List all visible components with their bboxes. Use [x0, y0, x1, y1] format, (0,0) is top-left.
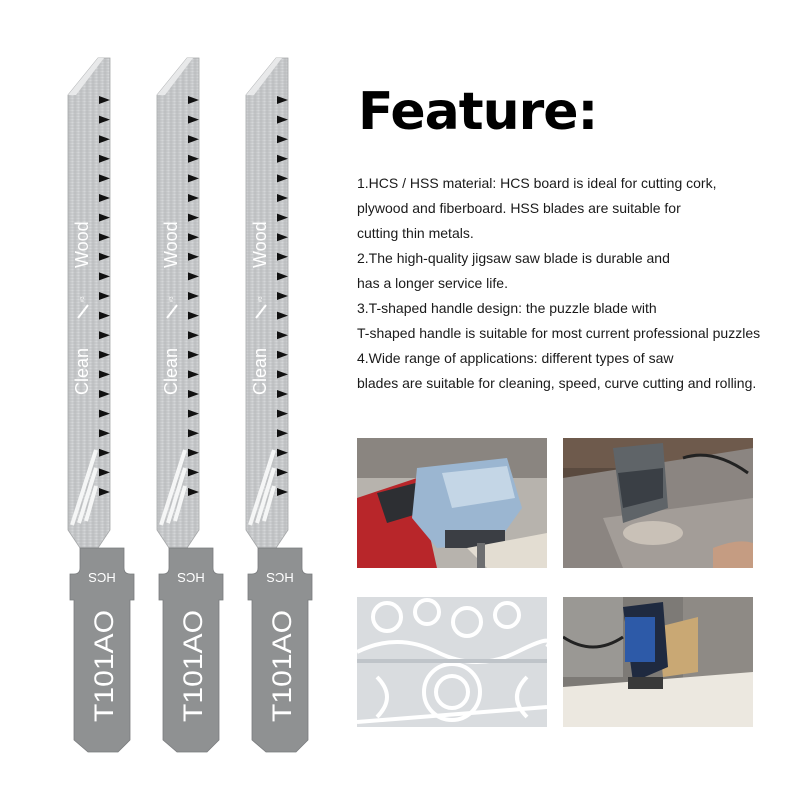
blade-label-wood: Wood	[161, 221, 181, 268]
blade-tiny-mark: #3	[258, 296, 264, 302]
jigsaw-icon	[357, 438, 547, 568]
blade-label-wood: Wood	[250, 221, 270, 268]
feature-line: 3.T-shaped handle design: the puzzle blade with	[357, 300, 657, 316]
blade-label-clean: Clean	[72, 347, 92, 395]
feature-line: 2.The high-quality jigsaw saw blade is durable and	[357, 250, 670, 266]
photo-jigsaw-cutting-metal	[563, 438, 753, 568]
saw-blade	[68, 58, 134, 752]
blade-model: T101AO	[178, 621, 208, 722]
jigsaw-icon	[563, 597, 753, 727]
feature-line: plywood and fiberboard. HSS blades are suitable for	[357, 200, 681, 216]
jigsaw-icon	[563, 438, 753, 568]
saw-blade	[246, 58, 312, 752]
photo-carved-panels	[357, 597, 547, 727]
blade-material: HCS	[266, 570, 294, 585]
blade-material: HCS	[177, 570, 205, 585]
blade-material: HCS	[88, 570, 116, 585]
photo-jigsaw-cutting-floor	[563, 597, 753, 727]
blade-model: T101AO	[267, 621, 297, 722]
feature-list	[357, 171, 797, 396]
feature-line: 4.Wide range of applications: different types of saw	[357, 350, 674, 366]
feature-line: cutting thin metals.	[357, 225, 474, 241]
blade-label-clean: Clean	[250, 347, 270, 395]
blade-model: T101AO	[89, 621, 119, 722]
blade-label-clean: Clean	[161, 347, 181, 395]
blade-label-wood: Wood	[72, 221, 92, 268]
saw-blade	[157, 58, 223, 752]
blade-tiny-mark: #3	[169, 296, 175, 302]
feature-line: has a longer service life.	[357, 275, 508, 291]
feature-title: Feature:	[358, 82, 598, 142]
feature-line: 1.HCS / HSS material: HCS board is ideal for cutting cork,	[357, 175, 717, 191]
pattern-icon	[357, 597, 547, 727]
photo-jigsaw-cutting-wood	[357, 438, 547, 568]
feature-line: blades are suitable for cleaning, speed, curve cutting and rolling.	[357, 375, 757, 391]
feature-line: T-shaped handle is suitable for most current professional puzzles	[357, 325, 761, 341]
blade-tiny-mark: #3	[80, 296, 86, 302]
jigsaw-blades-illustration	[0, 0, 340, 800]
